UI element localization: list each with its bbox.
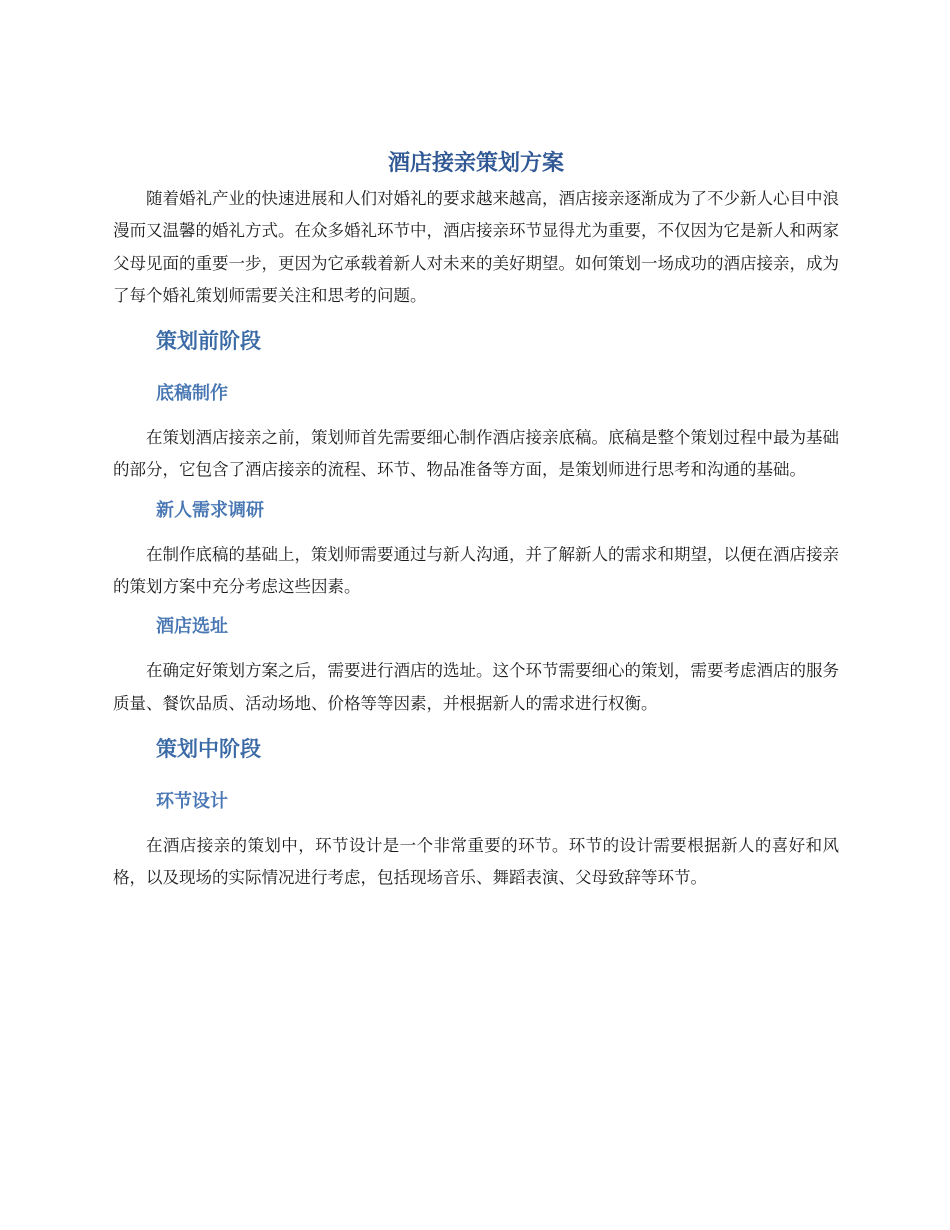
document-content xyxy=(113,145,839,895)
subsection-heading-hotel-location: 酒店选址 xyxy=(156,616,228,638)
subsection-heading-draft: 底稿制作 xyxy=(156,383,228,405)
section-heading-mid-planning: 策划中阶段 xyxy=(156,736,261,761)
subsection-paragraph-hotel-location: 在确定好策划方案之后，需要进行酒店的选址。这个环节需要细心的策划，需要考虑酒店的服务质量、餐饮品质、活动场地、价格等等因素，并根据新人的需求进行权衡。 xyxy=(113,661,839,713)
section-heading-pre-planning: 策划前阶段 xyxy=(156,329,261,354)
subsection-heading-couple-needs: 新人需求调研 xyxy=(156,499,264,521)
subsection-paragraph-draft: 在策划酒店接亲之前，策划师首先需要细心制作酒店接亲底稿。底稿是整个策划过程中最为基础的部分，它包含了酒店接亲的流程、环节、物品准备等方面，是策划师进行思考和沟通的基础。 xyxy=(113,428,839,480)
document-title: 酒店接亲策划方案 xyxy=(387,151,564,176)
subsection-paragraph-couple-needs: 在制作底稿的基础上，策划师需要通过与新人沟通，并了解新人的需求和期望，以便在酒店接亲的策划方案中充分考虑这些因素。 xyxy=(113,544,839,597)
intro-paragraph: 随着婚礼产业的快速进展和人们对婚礼的要求越来越高，酒店接亲逐渐成为了不少新人心目中浪漫而又温馨的婚礼方式。在众多婚礼环节中，酒店接亲环节显得尤为重要，不仅因为它是新人和两家父母见面的重要一步，更因为它承载着新人对未来的美好期望。如何策划一场成功的酒店接亲，成为了每个婚礼策划师需要关注和思考的问题。 xyxy=(113,189,839,305)
subsection-paragraph-segment-design: 在酒店接亲的策划中，环节设计是一个非常重要的环节。环节的设计需要根据新人的喜好和风格，以及现场的实际情况进行考虑，包括现场音乐、舞蹈表演、父母致辞等环节。 xyxy=(113,835,839,888)
subsection-heading-segment-design: 环节设计 xyxy=(156,790,228,812)
